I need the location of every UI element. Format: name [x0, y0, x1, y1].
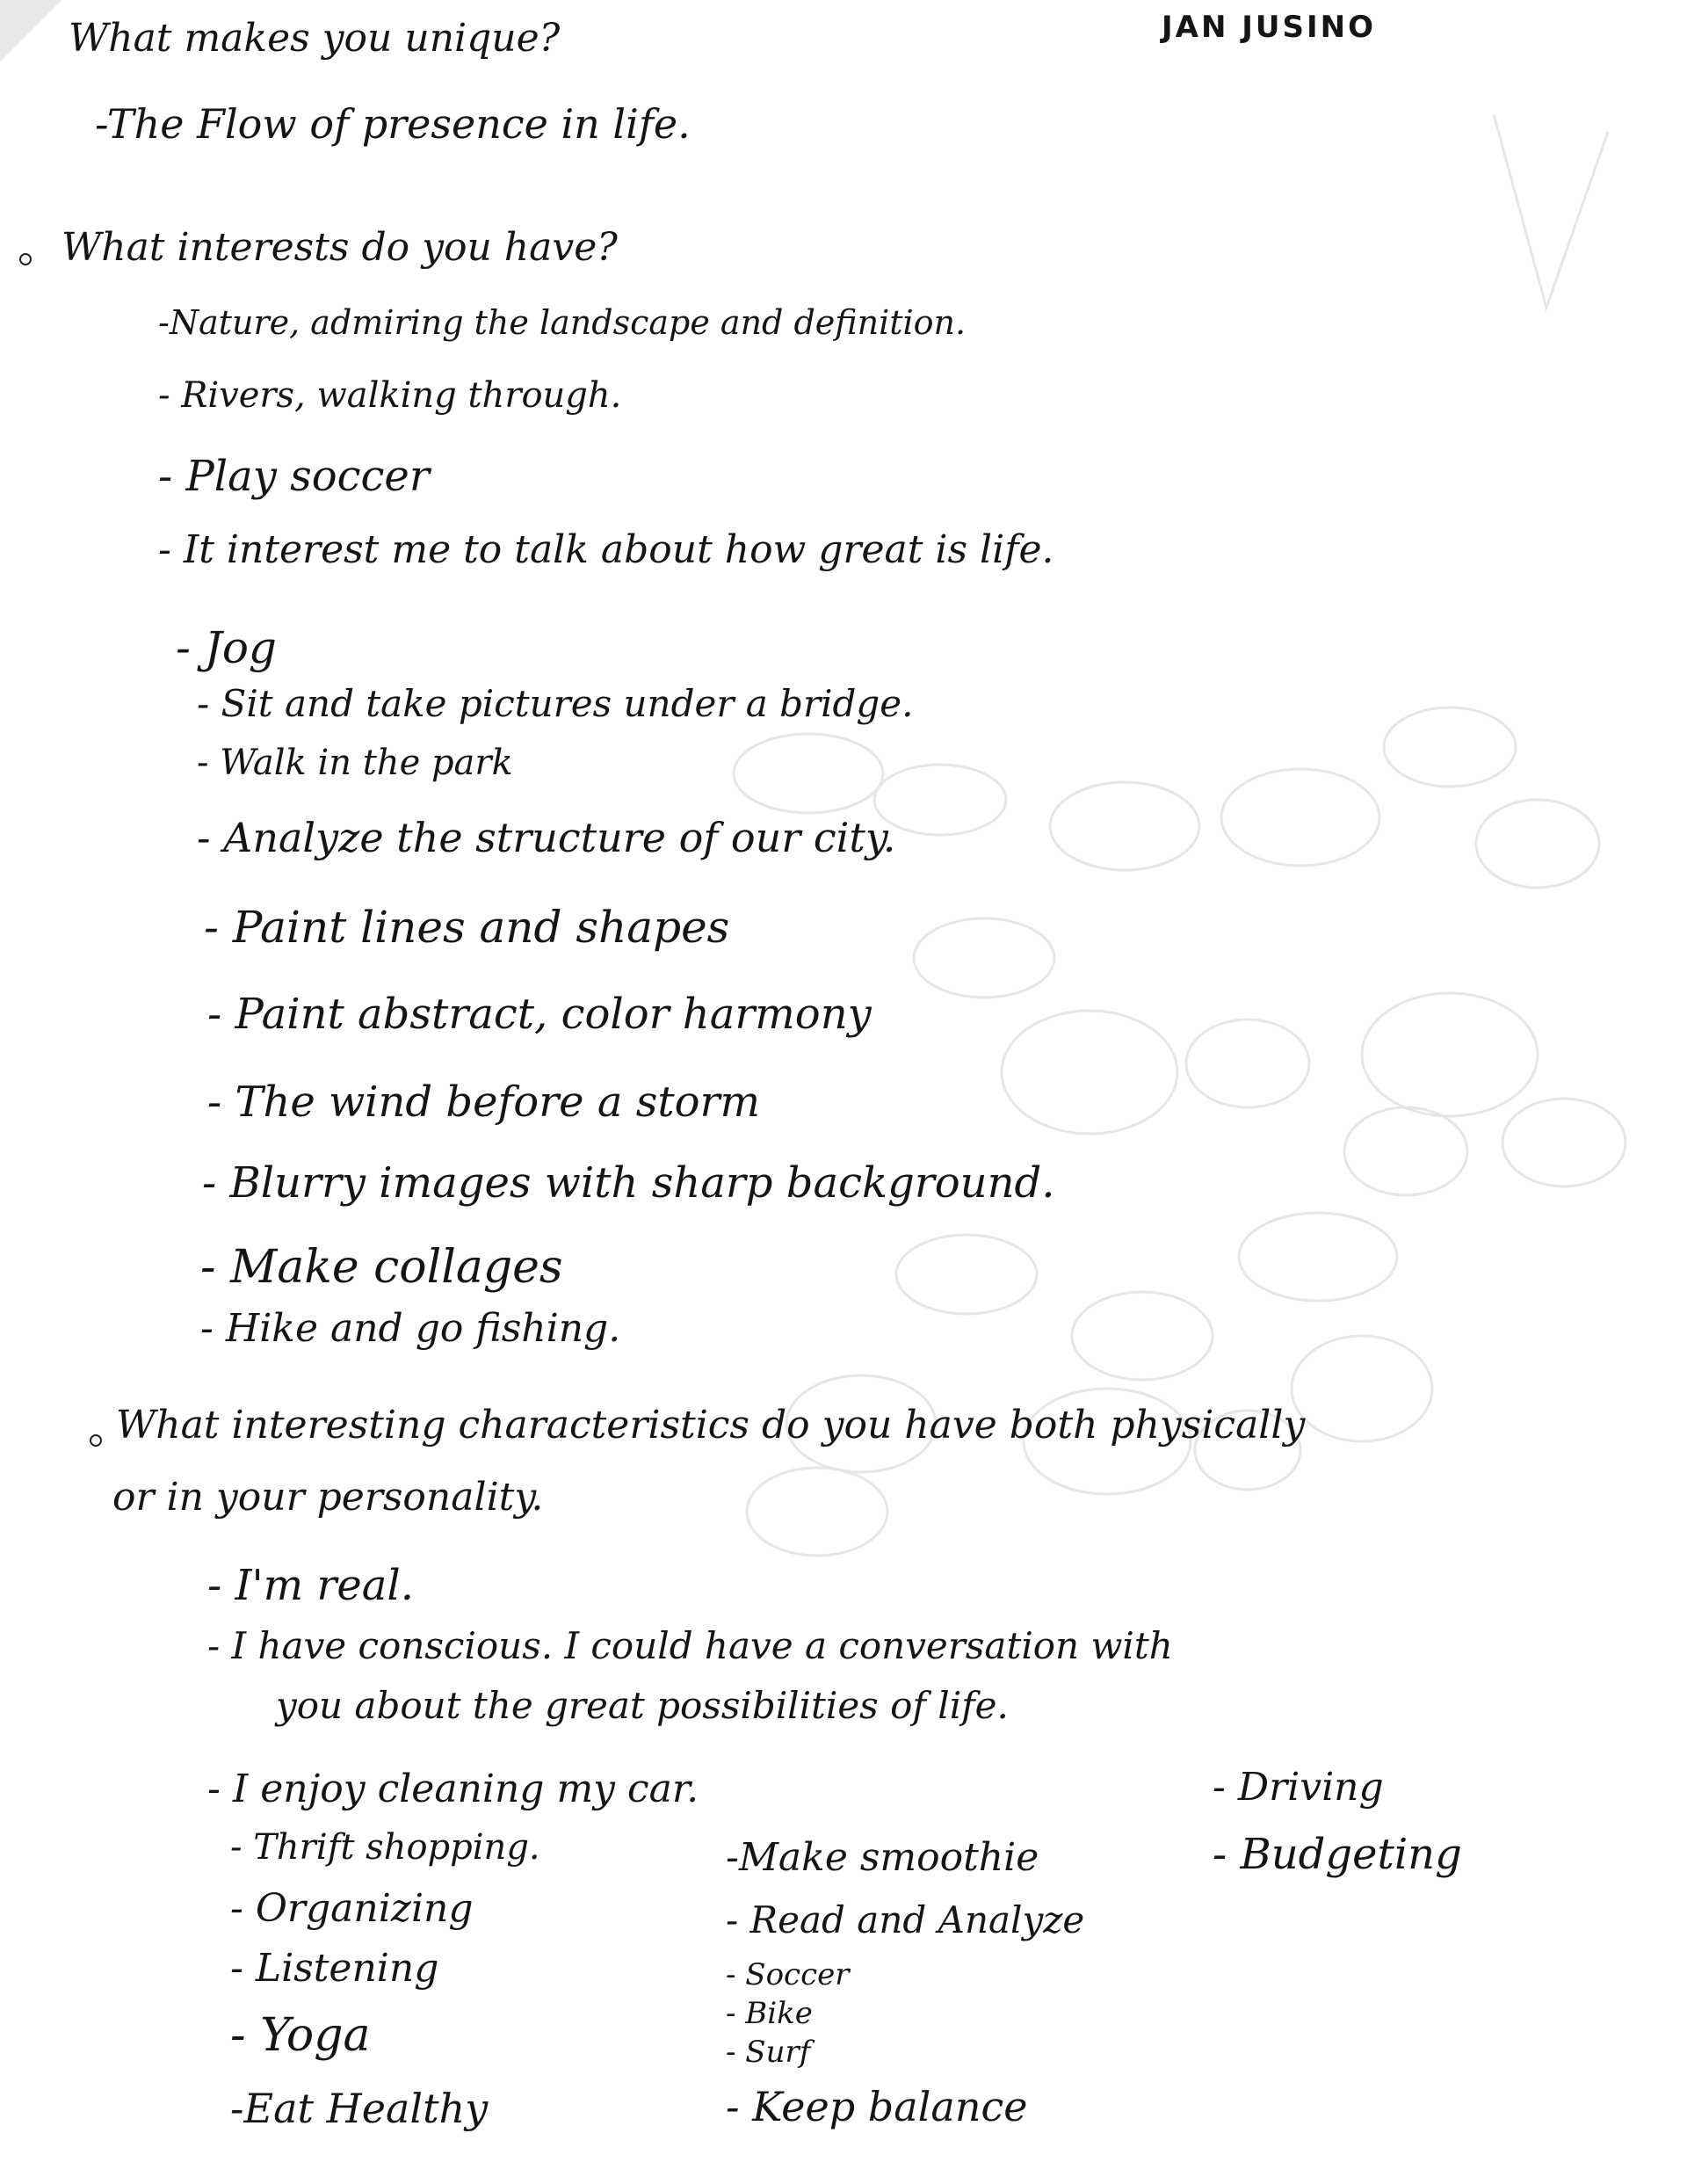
- answer-unique: -The Flow of presence in life.: [95, 100, 691, 148]
- list-item: - Paint lines and shapes: [204, 902, 730, 953]
- list-item: - Play soccer: [158, 452, 430, 501]
- list-item: - The wind before a storm: [207, 1077, 760, 1127]
- list-item: - Budgeting: [1213, 1830, 1462, 1879]
- list-item: - Rivers, walking through.: [158, 375, 622, 416]
- list-item: - Hike and go fishing.: [200, 1306, 621, 1351]
- folded-corner: [0, 0, 62, 62]
- list-item: - Soccer: [726, 1957, 850, 1992]
- list-item: -Eat Healthy: [230, 2085, 489, 2132]
- list-item: - I'm real.: [207, 1561, 414, 1610]
- list-item: - Analyze the structure of our city.: [197, 814, 896, 861]
- bullet-icon: [19, 253, 32, 265]
- author-name: JAN JUSINO: [1162, 10, 1377, 45]
- list-item: - Thrift shopping.: [230, 1827, 540, 1868]
- list-item: - Surf: [726, 2035, 811, 2070]
- question-characteristics: What interesting characteristics do you have both physically: [116, 1403, 1306, 1448]
- list-item: - Organizing: [230, 1886, 474, 1931]
- question-interests: What interests do you have?: [62, 225, 618, 270]
- list-item: -Make smoothie: [726, 1835, 1039, 1880]
- list-item: - Make collages: [200, 1241, 563, 1294]
- list-item: - Blurry images with sharp background.: [202, 1158, 1055, 1208]
- question-characteristics-line2: or in your personality.: [112, 1475, 544, 1520]
- list-item: - Jog: [176, 622, 277, 673]
- list-item: - Paint abstract, color harmony: [207, 990, 872, 1039]
- list-item: - Bike: [726, 1996, 813, 2031]
- list-item: -Nature, admiring the landscape and definition.: [158, 303, 967, 342]
- list-item: - Listening: [230, 1946, 439, 1991]
- list-item: - Driving: [1213, 1765, 1384, 1810]
- list-item: you about the great possibilities of life.: [276, 1684, 1009, 1727]
- list-item: - Keep balance: [726, 2083, 1028, 2130]
- list-item: - I enjoy cleaning my car.: [207, 1767, 699, 1811]
- bullet-icon: [90, 1434, 102, 1447]
- list-item: - Read and Analyze: [726, 1898, 1085, 1941]
- list-item: - Yoga: [230, 2009, 371, 2062]
- list-item: - It interest me to talk about how great is life.: [158, 527, 1054, 572]
- question-unique: What makes you unique?: [69, 16, 561, 61]
- list-item: - Walk in the park: [197, 743, 513, 783]
- list-item: - Sit and take pictures under a bridge.: [197, 682, 914, 725]
- list-item: - I have conscious. I could have a conversation with: [207, 1624, 1173, 1667]
